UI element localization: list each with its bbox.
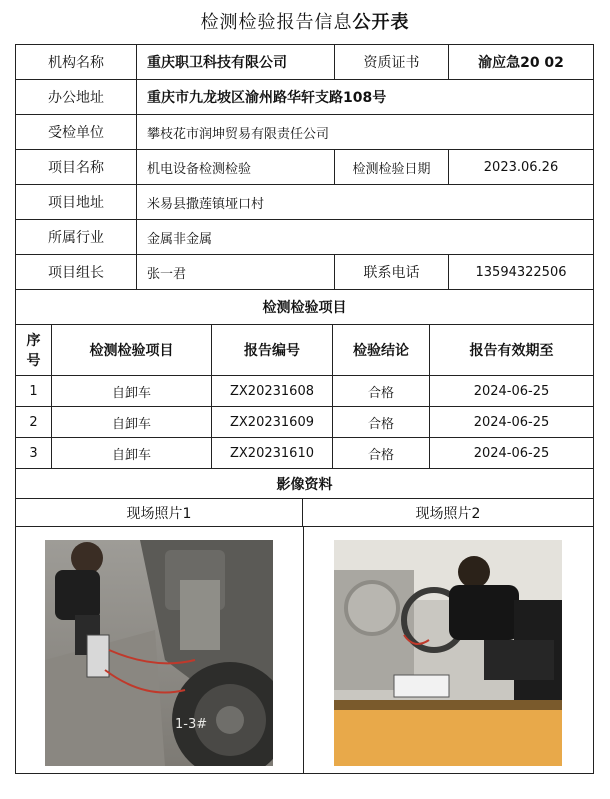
items-section-header — [16, 290, 593, 325]
row-site — [16, 185, 593, 220]
site-photo-1 — [45, 540, 273, 766]
date-label: 检测检验日期 — [335, 150, 449, 184]
row-report-no: ZX20231609 — [212, 407, 333, 437]
photo2-label: 现场照片2 — [415, 505, 481, 522]
header-item: 检测检验项目 — [52, 325, 212, 375]
page-title: 检测检验报告信息公开表 — [200, 12, 410, 33]
photo1-label: 现场照片1 — [16, 499, 303, 526]
date-value: 2023.06.26 — [483, 159, 559, 175]
row-conclusion: 合格 — [333, 407, 430, 437]
row-report-no: ZX20231610 — [212, 438, 333, 468]
photo-labels-row — [16, 499, 593, 527]
row-report-no: ZX20231608 — [212, 376, 333, 406]
industry-value: 金属非金属 — [147, 231, 213, 247]
phone-value: 13594322506 — [475, 264, 567, 280]
row-seq: 3 — [16, 438, 52, 468]
leader-label: 项目组长 — [16, 255, 137, 289]
leader-value: 张一君 — [137, 255, 335, 289]
row-conclusion: 合格 — [333, 438, 430, 468]
row-seq: 1 — [16, 376, 52, 406]
cert-value: 渝应急20 02 — [478, 55, 564, 71]
row-client — [16, 115, 593, 150]
table-row — [16, 407, 593, 438]
org-value: 重庆职卫科技有限公司 — [137, 45, 335, 79]
address-label: 办公地址 — [16, 80, 137, 114]
items-header-row — [16, 325, 593, 376]
row-item: 自卸车 — [52, 376, 212, 406]
images-section-header — [16, 469, 593, 499]
header-seq — [16, 325, 52, 375]
row-leader — [16, 255, 593, 290]
address-value: 重庆市九龙坡区渝州路华轩支路108号 — [147, 90, 387, 106]
row-industry — [16, 220, 593, 255]
site-photo-2 — [334, 540, 562, 766]
header-report-no: 报告编号 — [212, 325, 333, 375]
project-label: 项目名称 — [16, 150, 137, 184]
row-item: 自卸车 — [52, 407, 212, 437]
client-value: 攀枝花市润坤贸易有限责任公司 — [147, 126, 330, 142]
industry-label: 所属行业 — [16, 220, 137, 254]
site-value: 米易县撒莲镇垭口村 — [147, 196, 265, 212]
table-row — [16, 376, 593, 407]
photo1-marking: 1-3# — [175, 717, 208, 732]
row-valid-until: 2024-06-25 — [473, 383, 550, 399]
org-label: 机构名称 — [16, 45, 137, 79]
site-photo-1-graphic — [45, 540, 273, 766]
row-conclusion: 合格 — [333, 376, 430, 406]
row-org — [16, 45, 593, 80]
items-section-title: 检测检验项目 — [262, 300, 347, 316]
row-project — [16, 150, 593, 185]
client-label: 受检单位 — [16, 115, 137, 149]
header-conclusion: 检验结论 — [333, 325, 430, 375]
site-label: 项目地址 — [16, 185, 137, 219]
site-photo-2-graphic — [334, 540, 562, 766]
row-item: 自卸车 — [52, 438, 212, 468]
row-address — [16, 80, 593, 115]
header-seq-line1: 序 — [26, 333, 41, 349]
images-section-title: 影像资料 — [276, 476, 333, 493]
row-valid-until: 2024-06-25 — [473, 445, 550, 461]
header-valid-until: 报告有效期至 — [469, 343, 554, 359]
cert-label: 资质证书 — [335, 45, 449, 79]
row-valid-until: 2024-06-25 — [473, 414, 550, 430]
row-seq: 2 — [16, 407, 52, 437]
table-row — [16, 438, 593, 469]
report-table — [15, 44, 594, 774]
project-value: 机电设备检测检验 — [137, 150, 335, 184]
photo-divider — [303, 527, 304, 773]
header-seq-line2: 号 — [26, 353, 41, 369]
phone-label: 联系电话 — [335, 255, 449, 289]
